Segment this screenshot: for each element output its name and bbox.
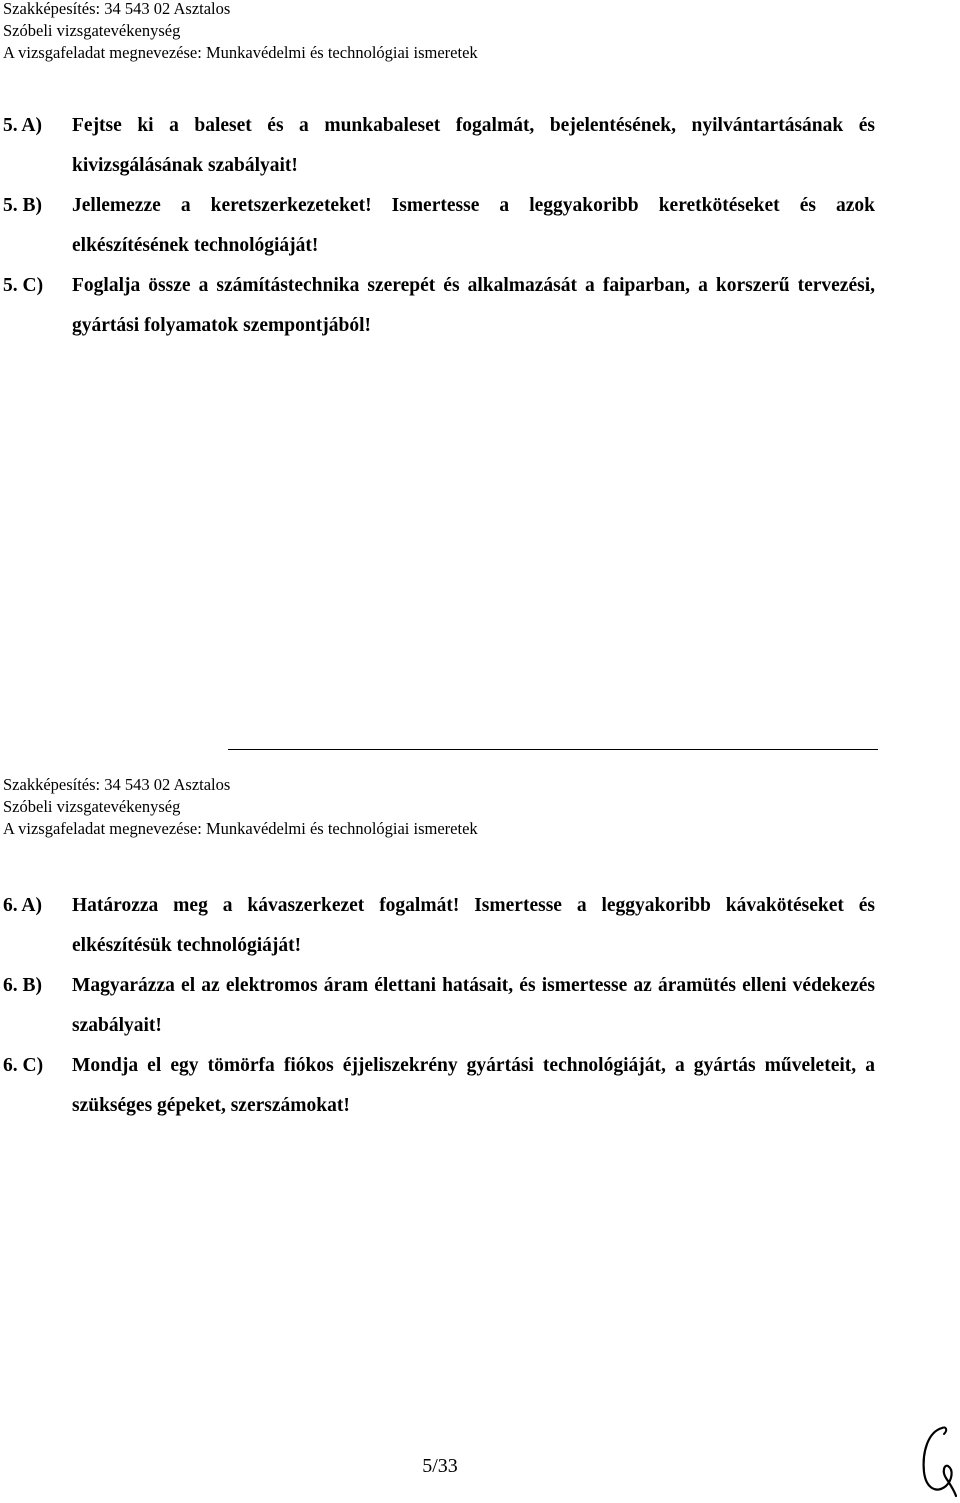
page-header-top bbox=[3, 0, 883, 64]
question-5c bbox=[3, 266, 875, 346]
question-number: 5. C) bbox=[3, 275, 44, 296]
question-5b bbox=[3, 186, 875, 266]
header-qualification: Szakképesítés: 34 543 02 Asztalos bbox=[3, 775, 231, 794]
question-number: 6. B) bbox=[3, 975, 42, 996]
header-exam-type: Szóbeli vizsgatevékenység bbox=[3, 797, 181, 816]
question-6a bbox=[3, 886, 875, 966]
page-separator-line bbox=[228, 749, 878, 750]
page-header-second bbox=[3, 774, 883, 840]
header-task-name: A vizsgafeladat megnevezése: Munkavédelmi és technológiai ismeretek bbox=[3, 819, 478, 838]
question-text: Magyarázza el az elektromos áram élettani hatásait, és ismertesse az áramütés elleni védekezés szabályait! bbox=[72, 975, 875, 1036]
question-number: 6. C) bbox=[3, 1055, 44, 1076]
question-block-5 bbox=[3, 106, 875, 346]
question-6b bbox=[3, 966, 875, 1046]
header-qualification: Szakképesítés: 34 543 02 Asztalos bbox=[3, 0, 231, 18]
question-5a bbox=[3, 106, 875, 186]
question-number: 5. A) bbox=[3, 115, 42, 136]
page-number: 5/33 bbox=[422, 1455, 458, 1477]
question-block-6 bbox=[3, 886, 875, 1126]
question-text: Fejtse ki a baleset és a munkabaleset fogalmát, bejelentésének, nyilvántartásának és kivizsgálásának szabályait! bbox=[72, 115, 875, 176]
question-text: Jellemezze a keretszerkezeteket! Ismertesse a leggyakoribb keretkötéseket és azok elkészítésének technológiáját! bbox=[72, 195, 875, 256]
question-number: 5. B) bbox=[3, 195, 42, 216]
question-6c bbox=[3, 1046, 875, 1126]
header-exam-type: Szóbeli vizsgatevékenység bbox=[3, 21, 181, 40]
question-number: 6. A) bbox=[3, 895, 42, 916]
question-text: Foglalja össze a számítástechnika szerepét és alkalmazását a faiparban, a korszerű tervezési, gyártási folyamatok szempontjából! bbox=[72, 275, 875, 336]
signature-mark bbox=[918, 1422, 958, 1498]
question-text: Mondja el egy tömörfa fiókos éjjeliszekrény gyártási technológiáját, a gyártás műveleteit, a szükséges gépeket, szerszámokat! bbox=[72, 1055, 875, 1116]
header-task-name: A vizsgafeladat megnevezése: Munkavédelmi és technológiai ismeretek bbox=[3, 43, 478, 62]
question-text: Határozza meg a kávaszerkezet fogalmát! Ismertesse a leggyakoribb kávakötéseket és elkészítésük technológiáját! bbox=[72, 895, 875, 956]
